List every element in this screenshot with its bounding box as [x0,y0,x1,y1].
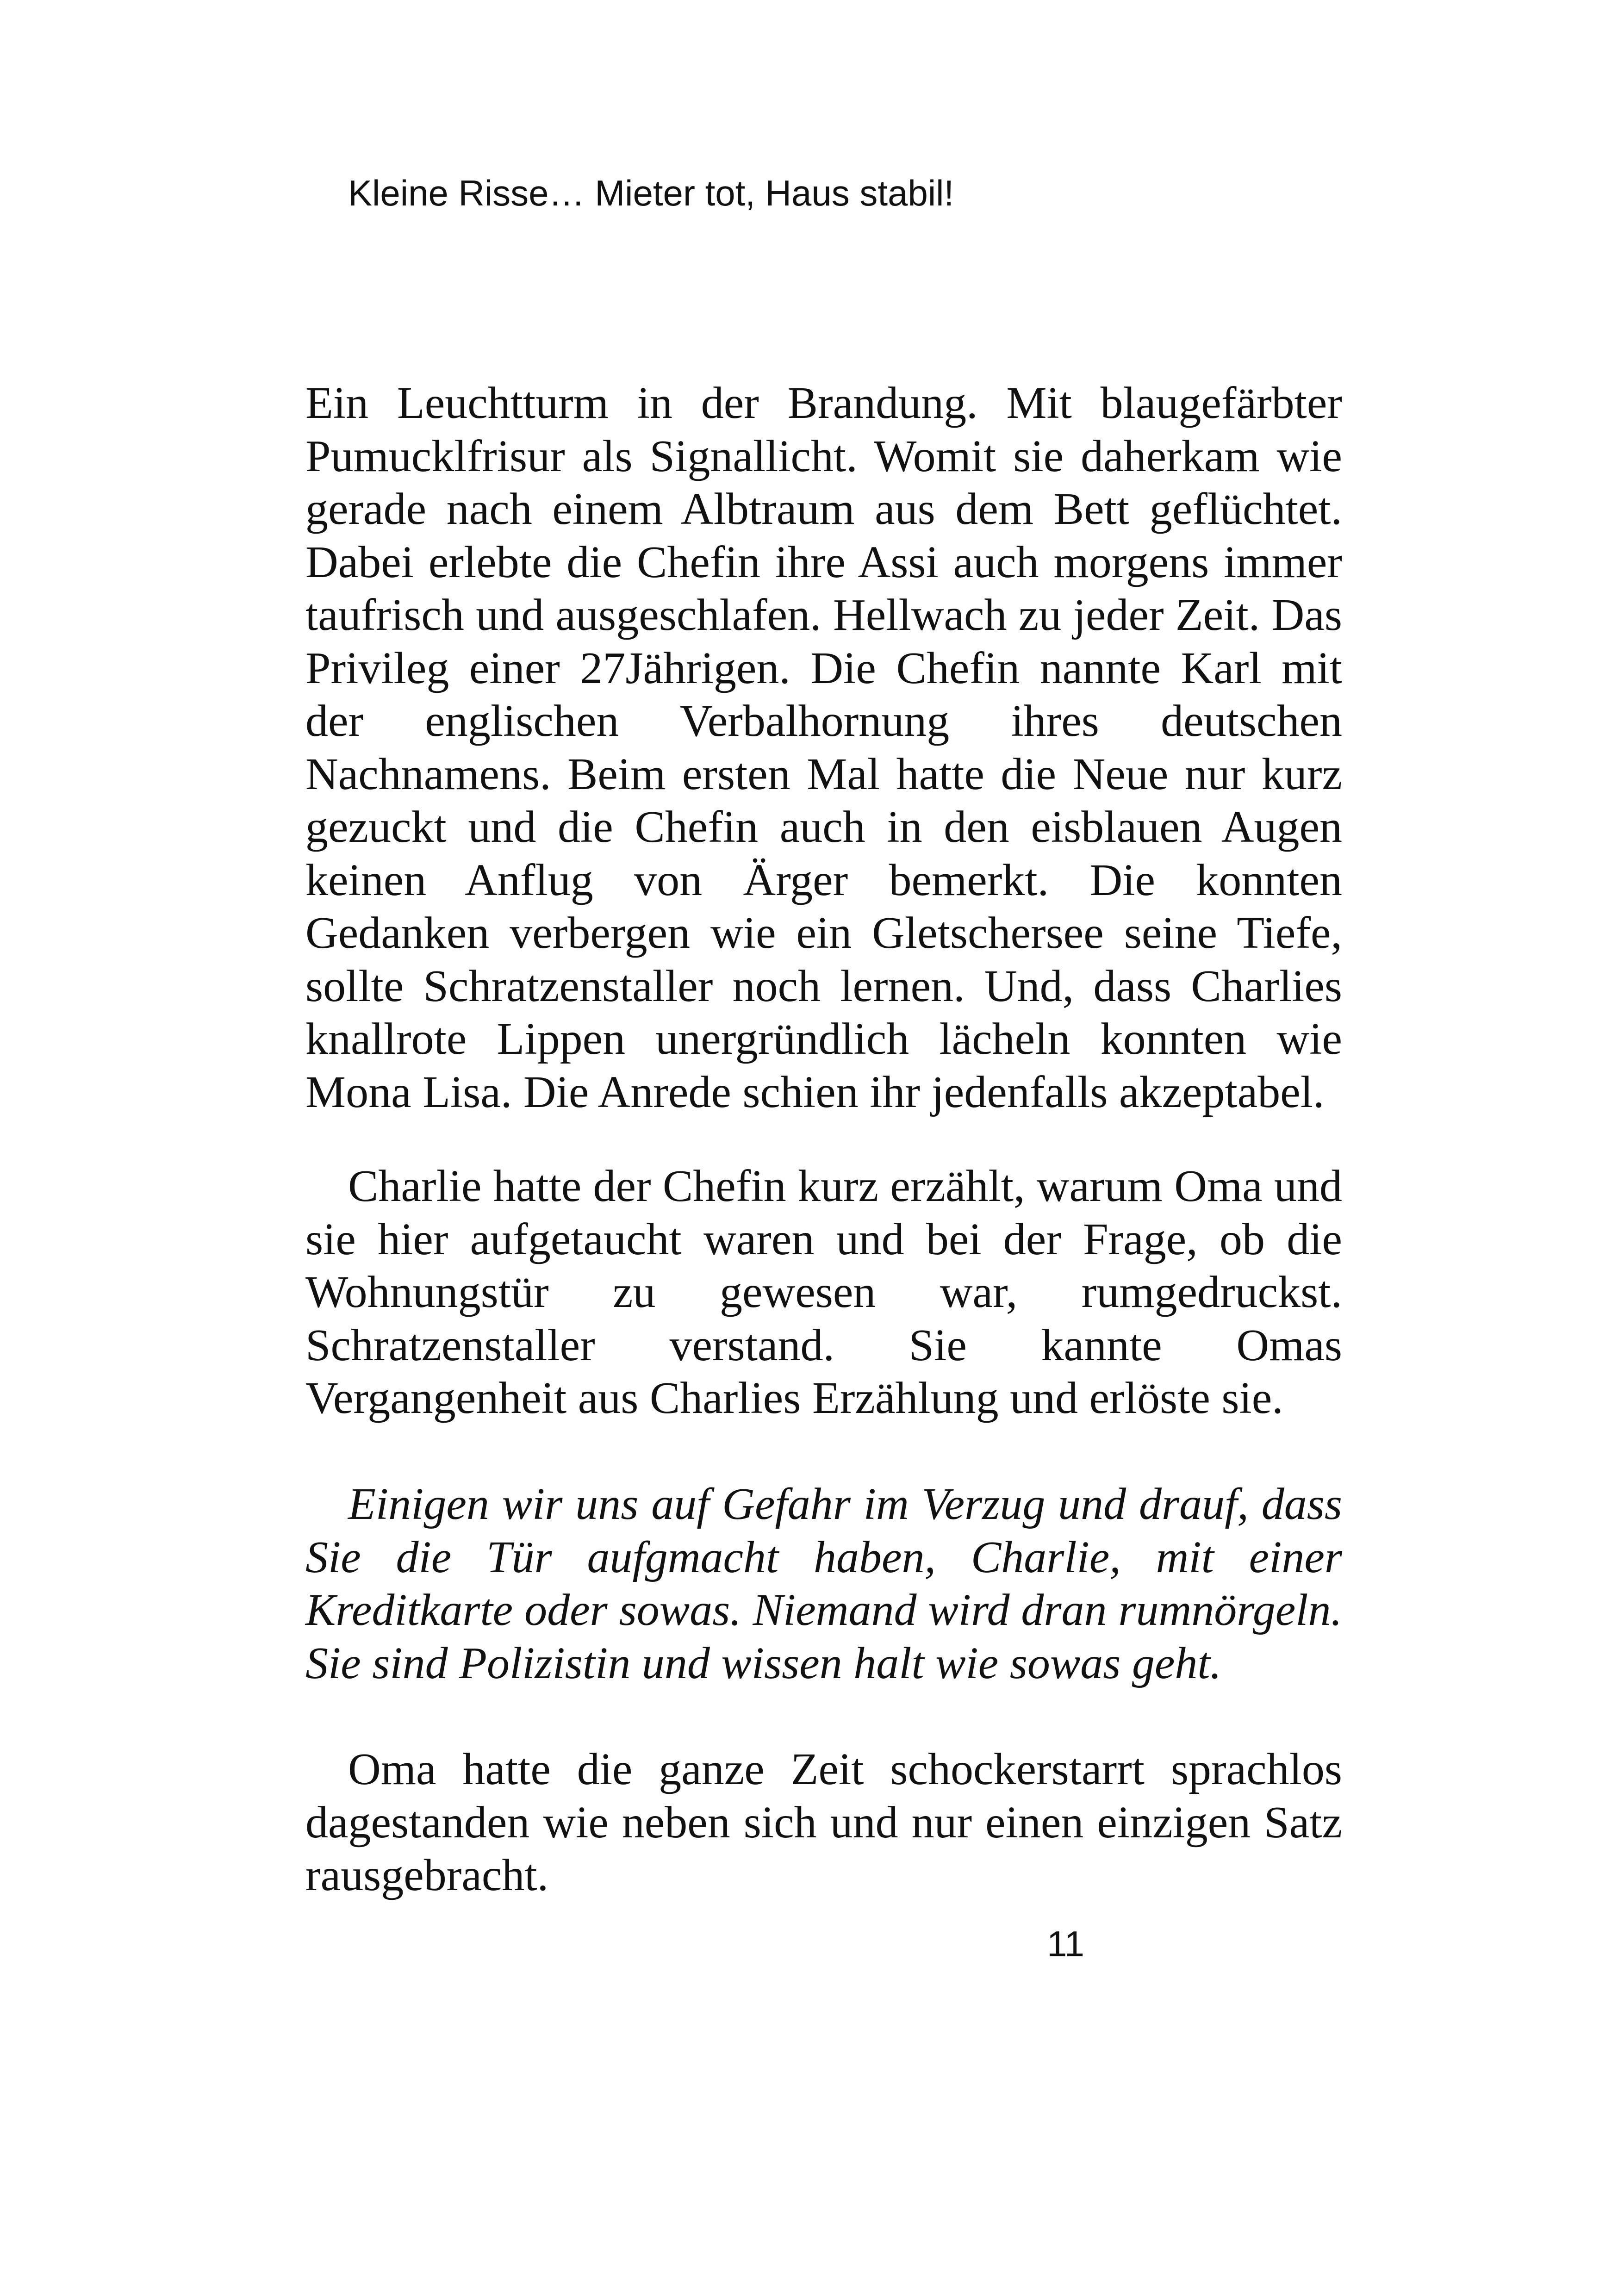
body-paragraph-1: Ein Leuchtturm in der Brandung. Mit blaugefärbter Pumucklfrisur als Signallicht. Womit sie daherkam wie gerade nach einem Albtraum aus dem Bett geflüchtet. Dabei erlebte die Chefin ihre Assi auch morgens immer taufrisch und ausgeschlafen. Hellwach zu jeder Zeit. Das Privileg einer 27Jährigen. Die Chefin nannte Karl mit der englischen Verbalhornung ihres deutschen Nachnamens. Beim ersten Mal hatte die Neue nur kurz gezuckt und die Chefin auch in den eisblauen Augen keinen Anflug von Ärger bemerkt. Die konnten Gedanken verbergen wie ein Gletschersee seine Tiefe, sollte Schratzenstaller noch lernen. Und, dass Charlies knallrote Lippen unergründlich lächeln konnten wie Mona Lisa. Die Anrede schien ihr jedenfalls akzeptabel. [305,378,1342,1117]
body-paragraph-3-italic-quote: Einigen wir uns auf Gefahr im Verzug und drauf, dass Sie die Tür aufgmacht haben, Charlie, mit einer Kreditkarte oder sowas. Niemand wird dran rumnörgeln. Sie sind Polizistin und wissen halt wie sowas geht. [305,1479,1342,1688]
body-paragraph-2: Charlie hatte der Chefin kurz erzählt, warum Oma und sie hier aufgetaucht waren und bei der Frage, ob die Wohnungstür zu gewesen war, rumgedruckst. Schratzenstaller verstand. Sie kannte Omas Vergangenheit aus Charlies Erzählung und erlöste sie. [305,1161,1342,1423]
running-header-title: Kleine Risse… Mieter tot, Haus stabil! [348,173,954,213]
body-paragraph-4: Oma hatte die ganze Zeit schockerstarrt sprachlos dagestanden wie neben sich und nur einen einzigen Satz rausgebracht. [305,1744,1342,1900]
page-number: 11 [1047,1923,1084,1964]
